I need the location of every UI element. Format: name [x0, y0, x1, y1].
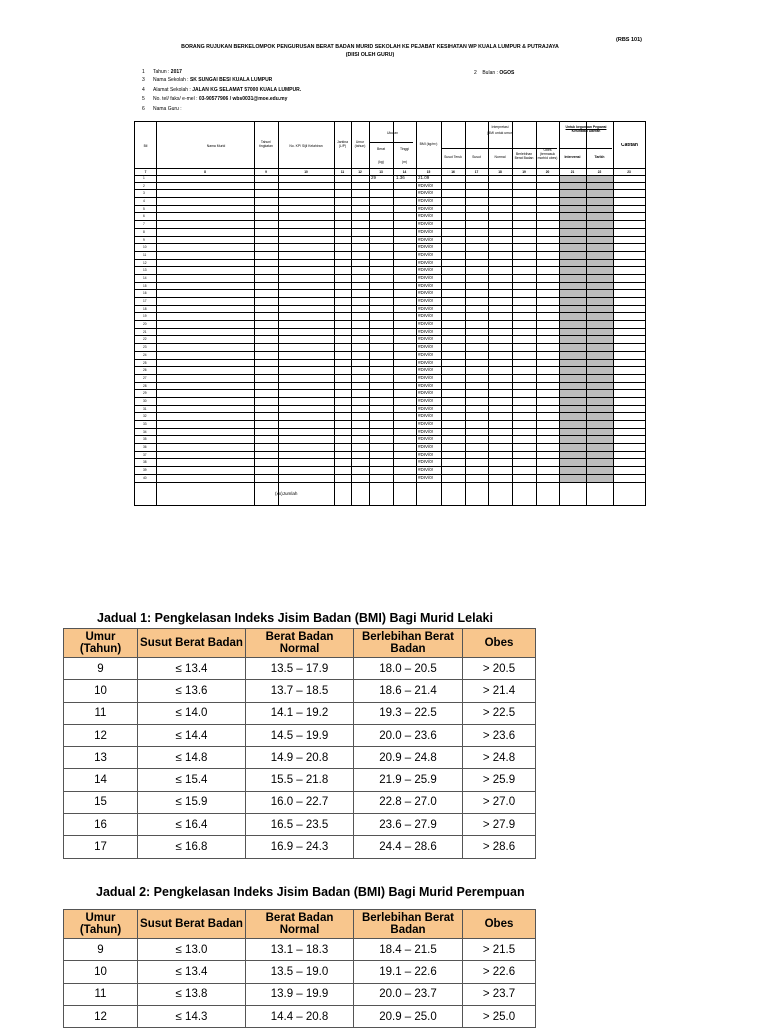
row-number: 22 [143, 337, 147, 342]
table2-title: Jadual 2: Pengkelasan Indeks Jisim Badan (BMI) Bagi Murid Perempuan [96, 885, 525, 899]
header-berat: Berat [376, 147, 386, 151]
column-header: Obes [463, 629, 536, 658]
row-number: 9 [143, 237, 145, 242]
table-row [135, 260, 645, 268]
table-cell: ≤ 14.0 [138, 702, 246, 724]
table-cell: 14.5 – 19.9 [246, 724, 354, 746]
table-cell: ≤ 13.6 [138, 680, 246, 702]
form-title: BORANG RUJUKAN BERKELOMPOK PENGURUSAN BERAT BADAN MURID SEKOLAH KE PEJABAT KESIHATAN WP KUALA LUMPUR & PUTRAJAYA [181, 44, 559, 50]
table-row [135, 237, 645, 245]
row-number: 32 [143, 414, 147, 419]
table-row [135, 244, 645, 252]
row-number: 23 [143, 345, 147, 350]
table-cell: > 27.0 [463, 791, 536, 813]
table1-title: Jadual 1: Pengkelasan Indeks Jisim Badan (BMI) Bagi Murid Lelaki [97, 611, 493, 625]
bmi-value: #DIV/0! [418, 382, 434, 388]
table-cell: > 27.9 [463, 814, 536, 836]
column-header: Berlebihan Berat Badan [354, 629, 463, 658]
column-number: 23 [627, 170, 631, 174]
table-row [64, 836, 536, 858]
table-row [135, 321, 645, 329]
table-cell: ≤ 14.8 [138, 747, 246, 769]
bmi-value: #DIV/0! [418, 198, 434, 204]
table-row [135, 175, 645, 183]
header-no-kp: No. KP/ Sijil Kelahiran [289, 144, 323, 148]
table-row [64, 961, 536, 983]
table-cell: ≤ 15.4 [138, 769, 246, 791]
table-cell: 13.1 – 18.3 [246, 939, 354, 961]
column-header: Berlebihan Berat Badan [354, 910, 463, 939]
table-cell: > 23.7 [463, 983, 536, 1005]
table-cell: 14.4 – 20.8 [246, 1005, 354, 1027]
info-contact: 5 No. tel/ faks/ e-mel : 03-90577906 / wbs0031@moe.edu.my [142, 96, 288, 102]
row-number: 5 [143, 206, 145, 211]
row-number: 4 [143, 199, 145, 204]
column-number: 19 [522, 170, 526, 174]
column-number: 15 [426, 170, 431, 174]
berat-value: 29 [371, 175, 377, 180]
table-row [64, 724, 536, 746]
table-cell: 16.5 – 23.5 [246, 814, 354, 836]
table-cell: ≤ 13.4 [138, 961, 246, 983]
bmi-value: #DIV/0! [418, 444, 434, 450]
table-row [135, 213, 645, 221]
table-row [135, 398, 645, 406]
table-cell: > 25.0 [463, 1005, 536, 1027]
row-number: 24 [143, 352, 147, 357]
row-number: 29 [143, 391, 147, 396]
row-number: 11 [143, 252, 147, 257]
row-number: 18 [143, 306, 147, 311]
table-cell: 13 [64, 747, 138, 769]
column-number: 14 [402, 170, 407, 174]
student-rows [135, 175, 645, 483]
table-cell: 13.5 – 17.9 [246, 658, 354, 680]
table-row [135, 252, 645, 260]
table-row [135, 344, 645, 352]
header-catitan: Catitan [621, 143, 638, 147]
table-row [135, 313, 645, 321]
column-number: 12 [358, 170, 362, 174]
header-tinggi: Tinggi [399, 147, 410, 151]
header-jantina: Jantina (L/P) [337, 140, 348, 148]
table-cell: 14.9 – 20.8 [246, 747, 354, 769]
column-number: 22 [597, 170, 602, 174]
table-cell: 15.5 – 21.8 [246, 769, 354, 791]
table-cell: 24.4 – 28.6 [354, 836, 463, 858]
header-normal: Normal [494, 155, 506, 159]
bmi-value: #DIV/0! [418, 236, 434, 242]
table-row [135, 352, 645, 360]
header-ukuran: Ukuran [387, 131, 398, 135]
table-cell: ≤ 16.4 [138, 814, 246, 836]
column-header: Umur (Tahun) [64, 910, 138, 939]
table-row [135, 267, 645, 275]
table-cell: 10 [64, 680, 138, 702]
bmi-value: #DIV/0! [418, 390, 434, 396]
table-cell: ≤ 13.4 [138, 658, 246, 680]
header-kegunaan-pegawai: Untuk kegunaan Pegawai Kesihatan Daerah [565, 125, 607, 133]
table-cell: > 21.5 [463, 939, 536, 961]
column-number: 9 [265, 170, 267, 174]
row-number: 27 [143, 375, 147, 380]
table-cell: 14 [64, 769, 138, 791]
table-cell: 14.1 – 19.2 [246, 702, 354, 724]
row-number: 15 [143, 283, 147, 288]
bmi-value: #DIV/0! [418, 205, 434, 211]
table-cell: > 22.6 [463, 961, 536, 983]
table-cell: 13.7 – 18.5 [246, 680, 354, 702]
bmi-value: #DIV/0! [418, 421, 434, 426]
column-number: 16 [451, 170, 455, 174]
bmi-value: #DIV/0! [418, 305, 434, 311]
row-number: 36 [143, 445, 147, 450]
row-number: 10 [143, 245, 147, 250]
form-subtitle: (DIISI OLEH GURU) [345, 52, 395, 58]
bmi-value: #DIV/0! [418, 374, 434, 380]
row-number: 17 [143, 299, 147, 303]
table-row [135, 421, 645, 429]
row-number: 16 [143, 291, 147, 296]
tinggi-value: 1.36 [396, 175, 405, 180]
header-tinggi-unit: (m) [401, 160, 408, 164]
table-row [135, 306, 645, 314]
bmi-value: #DIV/0! [418, 313, 434, 319]
table-cell: 10 [64, 961, 138, 983]
header-tarikh: Tarikh [594, 155, 605, 159]
table-row [135, 329, 645, 337]
table-row [135, 375, 645, 383]
table-row [135, 198, 645, 206]
bmi-value: #DIV/0! [418, 336, 434, 342]
table-cell: 18.0 – 20.5 [354, 658, 463, 680]
row-number: 12 [143, 260, 147, 265]
bmi-value: #DIV/0! [418, 367, 434, 373]
bmi-value: #DIV/0! [418, 344, 434, 350]
table-row [135, 475, 645, 483]
table-row [135, 383, 645, 391]
bmi-value: #DIV/0! [418, 467, 434, 473]
table-row [135, 429, 645, 437]
row-number: 39 [143, 468, 147, 473]
table-cell: 20.9 – 25.0 [354, 1005, 463, 1027]
table-row [64, 939, 536, 961]
table-row [135, 190, 645, 198]
bmi-value: #DIV/0! [418, 282, 434, 288]
row-number: 1 [143, 176, 145, 180]
column-number: 17 [474, 170, 479, 174]
referral-form-table [134, 121, 646, 506]
table-cell: > 20.5 [463, 658, 536, 680]
table-row [135, 452, 645, 460]
table-cell: 18.6 – 21.4 [354, 680, 463, 702]
header-interpretasi-sub: (BMI untuk umur) [486, 131, 514, 135]
bmi-value: #DIV/0! [418, 182, 434, 188]
table-cell: 13.9 – 19.9 [246, 983, 354, 1005]
row-number: 25 [143, 360, 147, 365]
table-cell: 11 [64, 702, 138, 724]
table-row [135, 229, 645, 237]
table-cell: 20.0 – 23.6 [354, 724, 463, 746]
table-cell: 19.3 – 22.5 [354, 702, 463, 724]
row-number: 28 [143, 383, 147, 388]
header-intervensi: Intervensi [564, 155, 581, 159]
table-cell: 21.9 – 25.9 [354, 769, 463, 791]
header-umur: Umur (tahun) [354, 140, 366, 148]
row-number: 3 [143, 191, 145, 196]
row-number: 8 [143, 229, 145, 234]
row-number: 37 [143, 452, 147, 457]
table-cell: ≤ 15.9 [138, 791, 246, 813]
row-number: 38 [143, 460, 147, 465]
table-cell: > 23.6 [463, 724, 536, 746]
table-cell: > 24.8 [463, 747, 536, 769]
bmi-value: #DIV/0! [418, 290, 434, 296]
table-row [135, 390, 645, 398]
bmi-value: #DIV/0! [418, 428, 434, 434]
table-row [64, 983, 536, 1005]
table-cell: 16.0 – 22.7 [246, 791, 354, 813]
table-cell: 12 [64, 724, 138, 746]
row-number: 6 [143, 214, 145, 219]
table-row [135, 413, 645, 421]
header-susut-teruk: Susut Teruk [444, 155, 462, 159]
table-row [135, 283, 645, 291]
table-row [135, 444, 645, 452]
column-header: Susut Berat Badan [138, 910, 246, 939]
table-cell: 11 [64, 983, 138, 1005]
header-interpretasi: Interpretasi [491, 125, 509, 129]
table-cell: > 25.9 [463, 769, 536, 791]
table-cell: 20.9 – 24.8 [354, 747, 463, 769]
column-number: 21 [570, 170, 575, 174]
row-number: 21 [143, 329, 147, 334]
bmi-value: #DIV/0! [418, 228, 434, 234]
header-bil: Bil [143, 144, 148, 148]
column-header: Berat Badan Normal [246, 629, 354, 658]
row-number: 20 [143, 322, 147, 327]
bmi-value: #DIV/0! [418, 244, 434, 250]
bmi-value: #DIV/0! [418, 221, 434, 227]
bmi-value: #DIV/0! [418, 251, 434, 257]
table-cell: 18.4 – 21.5 [354, 939, 463, 961]
table-cell: 12 [64, 1005, 138, 1027]
table-cell: 13.5 – 19.0 [246, 961, 354, 983]
form-reference-code: (RBS 101) [616, 37, 642, 43]
header-susut: Susut [472, 155, 481, 159]
table-row [64, 747, 536, 769]
bmi-value: #DIV/0! [418, 274, 434, 280]
column-header: Berat Badan Normal [246, 910, 354, 939]
bmi-value: #DIV/0! [418, 474, 434, 480]
table-row [135, 206, 645, 214]
table-cell: 22.8 – 27.0 [354, 791, 463, 813]
bmi-value: #DIV/0! [418, 321, 434, 327]
table-cell: 23.6 – 27.9 [354, 814, 463, 836]
table-row [135, 183, 645, 191]
bmi-value: #DIV/0! [418, 351, 434, 357]
info-bulan: 2 Bulan : OGOS [474, 70, 515, 76]
jumlah-label: (xx)Jumlah [275, 491, 298, 496]
table-row [135, 367, 645, 375]
row-number: 2 [143, 183, 145, 188]
table-row [135, 436, 645, 444]
bmi-value: 21.09 [418, 175, 430, 180]
bmi-value: #DIV/0! [418, 413, 434, 419]
table-row [64, 702, 536, 724]
table-cell: 9 [64, 939, 138, 961]
table-cell: 16.9 – 24.3 [246, 836, 354, 858]
bmi-value: #DIV/0! [418, 397, 434, 403]
bmi-table-boys [63, 628, 536, 859]
row-number: 33 [143, 422, 147, 426]
table-cell: 16 [64, 814, 138, 836]
table-cell: > 22.5 [463, 702, 536, 724]
column-number: 13 [379, 170, 383, 174]
header-berat-unit: (kg) [378, 160, 384, 164]
bmi-value: #DIV/0! [418, 436, 434, 442]
table-row [64, 658, 536, 680]
table-row [135, 406, 645, 414]
row-number: 34 [143, 429, 147, 434]
info-tahun: 1 Tahun : 2017 [142, 69, 182, 75]
table-cell: 19.1 – 22.6 [354, 961, 463, 983]
column-number: 8 [204, 170, 206, 174]
table-row [64, 814, 536, 836]
bmi-value: #DIV/0! [418, 190, 434, 196]
header-tahun: Tahun/ tingkatan [259, 140, 273, 148]
row-number: 31 [143, 406, 147, 411]
table-row [135, 336, 645, 344]
bmi-value: #DIV/0! [418, 359, 434, 365]
table-row [135, 298, 645, 306]
column-number: 7 [144, 170, 147, 174]
column-header: Susut Berat Badan [138, 629, 246, 658]
column-header: Obes [463, 910, 536, 939]
bmi-value: #DIV/0! [418, 267, 434, 273]
header-bmi: BMI (kg/m²) [419, 142, 438, 146]
table-row [135, 290, 645, 298]
row-number: 30 [143, 398, 147, 403]
bmi-value: #DIV/0! [418, 459, 434, 465]
table-cell: > 28.6 [463, 836, 536, 858]
table-row [135, 459, 645, 467]
bmi-value: #DIV/0! [418, 259, 434, 265]
row-number: 14 [143, 275, 147, 280]
bmi-value: #DIV/0! [418, 328, 434, 334]
header-obes: Obes (termasuk morbid obes) [537, 148, 558, 160]
header-nama-murid: Nama Murid [206, 144, 226, 148]
table-cell: ≤ 13.0 [138, 939, 246, 961]
row-number: 35 [143, 437, 147, 442]
table-cell: > 21.4 [463, 680, 536, 702]
table-cell: 17 [64, 836, 138, 858]
bmi-value: #DIV/0! [418, 451, 434, 457]
table-row [135, 221, 645, 229]
row-number: 19 [143, 314, 147, 319]
column-number: 20 [545, 170, 550, 174]
table-row [64, 769, 536, 791]
column-number: 18 [498, 170, 502, 174]
table-row [135, 467, 645, 475]
table-row [135, 275, 645, 283]
table-cell: ≤ 13.8 [138, 983, 246, 1005]
column-number: 11 [340, 170, 345, 174]
table-cell: 9 [64, 658, 138, 680]
table-row [64, 791, 536, 813]
table-cell: 20.0 – 23.7 [354, 983, 463, 1005]
bmi-value: #DIV/0! [418, 298, 434, 303]
header-berlebihan: Berlebihan Berat Badan [514, 152, 534, 160]
table-row [64, 680, 536, 702]
row-number: 7 [143, 222, 145, 227]
column-number: 10 [304, 170, 308, 174]
table-cell: ≤ 14.4 [138, 724, 246, 746]
row-number: 13 [143, 268, 147, 273]
row-number: 26 [143, 368, 147, 373]
info-nama-guru: 6 Nama Guru : [142, 106, 182, 112]
table-row [135, 360, 645, 368]
row-number: 40 [143, 475, 147, 480]
bmi-table-girls [63, 909, 536, 1028]
info-alamat-sekolah: 4 Alamat Sekolah : JALAN KG SELAMAT 57000 KUALA LUMPUR. [142, 87, 302, 93]
info-nama-sekolah: 3 Nama Sekolah : SK SUNGAI BESI KUALA LUMPUR [142, 77, 273, 83]
table-cell: ≤ 16.8 [138, 836, 246, 858]
bmi-value: #DIV/0! [418, 405, 434, 411]
table-row [64, 1005, 536, 1027]
table-cell: 15 [64, 791, 138, 813]
table-cell: ≤ 14.3 [138, 1005, 246, 1027]
bmi-value: #DIV/0! [418, 213, 434, 219]
column-header: Umur (Tahun) [64, 629, 138, 658]
